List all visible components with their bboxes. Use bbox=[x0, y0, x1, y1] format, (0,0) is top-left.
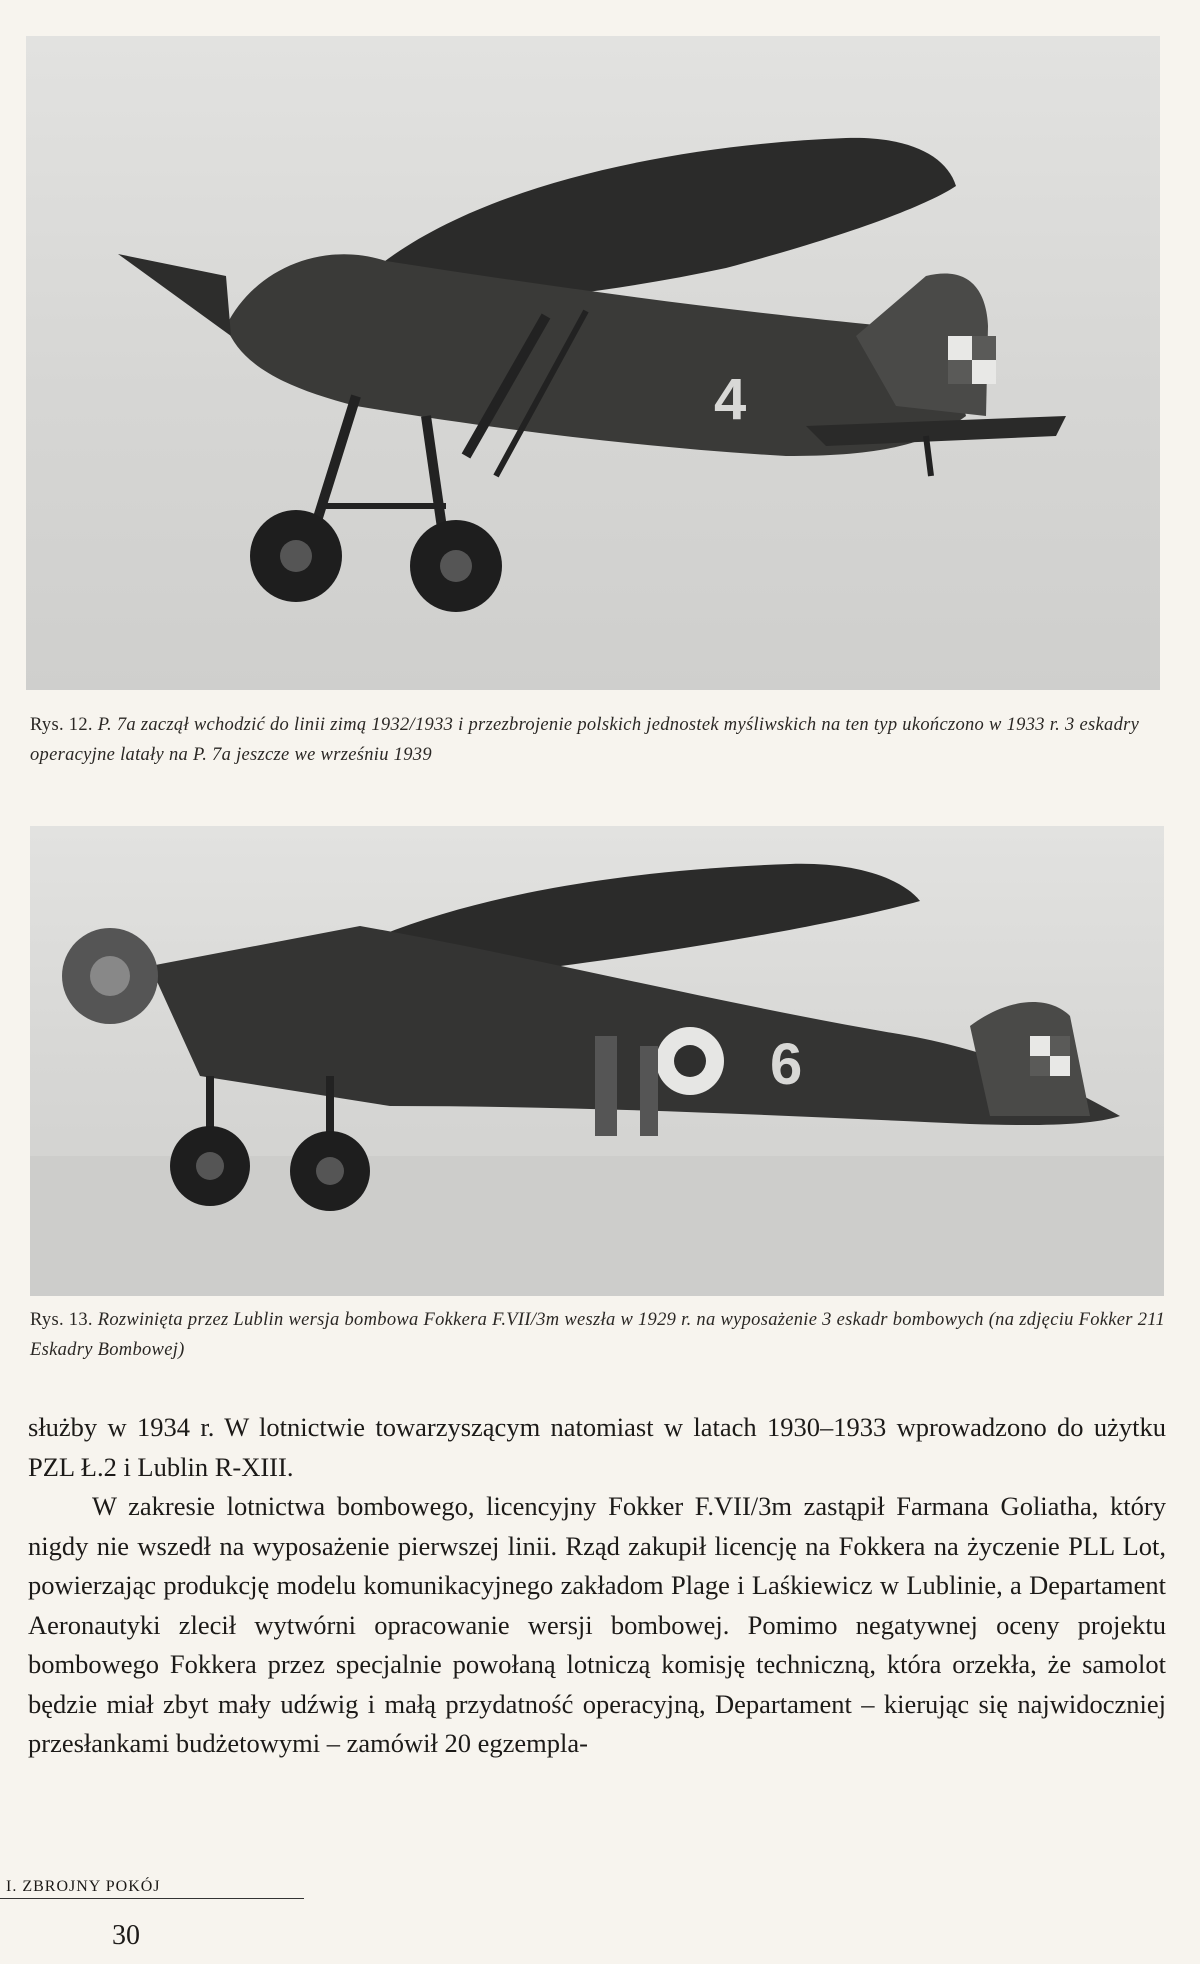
figure-photo-p7a bbox=[26, 36, 1160, 690]
aircraft-marking: 6 bbox=[770, 1032, 803, 1097]
running-head: I. ZBROJNY POKÓJ bbox=[0, 1878, 304, 1899]
figure-caption-13 bbox=[30, 1305, 1170, 1365]
airplane-fokker-icon bbox=[30, 826, 1164, 1296]
caption-text: Rozwinięta przez Lublin wersja bombowa Fokkera F.VII/3m weszła w 1929 r. na wyposażenie 3 eskadr bombowych (na zdjęciu Fokker 211 Eskadry Bombowej) bbox=[30, 1310, 1166, 1360]
caption-label: Rys. 12. bbox=[30, 715, 93, 735]
body-paragraph: W zakresie lotnictwa bombowego, licencyjny Fokker F.VII/3m zastąpił Farmana Goliatha, który nigdy nie wszedł na wyposażenie pierwszej linii. Rząd zakupił licencję na Fokkera na życzenie PLL Lot, powierzając produkcję modelu komunikacyjnego zakładom Plage i Laśkiewicz w Lublinie, a Departament Aeronautyki zlecił wytwórni opracowanie wersji bombowej. Pomimo negatywnej oceny projektu bombowego Fokkera przez specjalnie powołaną lotniczą komisję techniczną, która orzekła, że samolot będzie miał zbyt mały udźwig i małą przydatność operacyjną, Departament – kierując się najwidoczniej przesłankami budżetowymi – zamówił 20 egzempla- bbox=[28, 1491, 1166, 1758]
figure-photo-fokker bbox=[30, 826, 1164, 1296]
body-text bbox=[28, 1408, 1166, 1764]
caption-text: P. 7a zaczął wchodzić do linii zimą 1932/1933 i przezbrojenie polskich jednostek myśliwskich na ten typ ukończono w 1933 r. 3 eskadry operacyjne latały na P. 7a jeszcze we wrześniu 1939 bbox=[30, 715, 1140, 765]
page-number: 30 bbox=[112, 1920, 140, 1951]
aircraft-marking: 4 bbox=[714, 367, 747, 432]
body-paragraph: służby w 1934 r. W lotnictwie towarzyszącym natomiast w latach 1930–1933 wprowadzono do użytku PZL Ł.2 i Lublin R-XIII. bbox=[28, 1412, 1166, 1482]
caption-label: Rys. 13. bbox=[30, 1310, 93, 1330]
airplane-p7a-icon bbox=[26, 36, 1160, 690]
figure-caption-12 bbox=[30, 710, 1160, 770]
